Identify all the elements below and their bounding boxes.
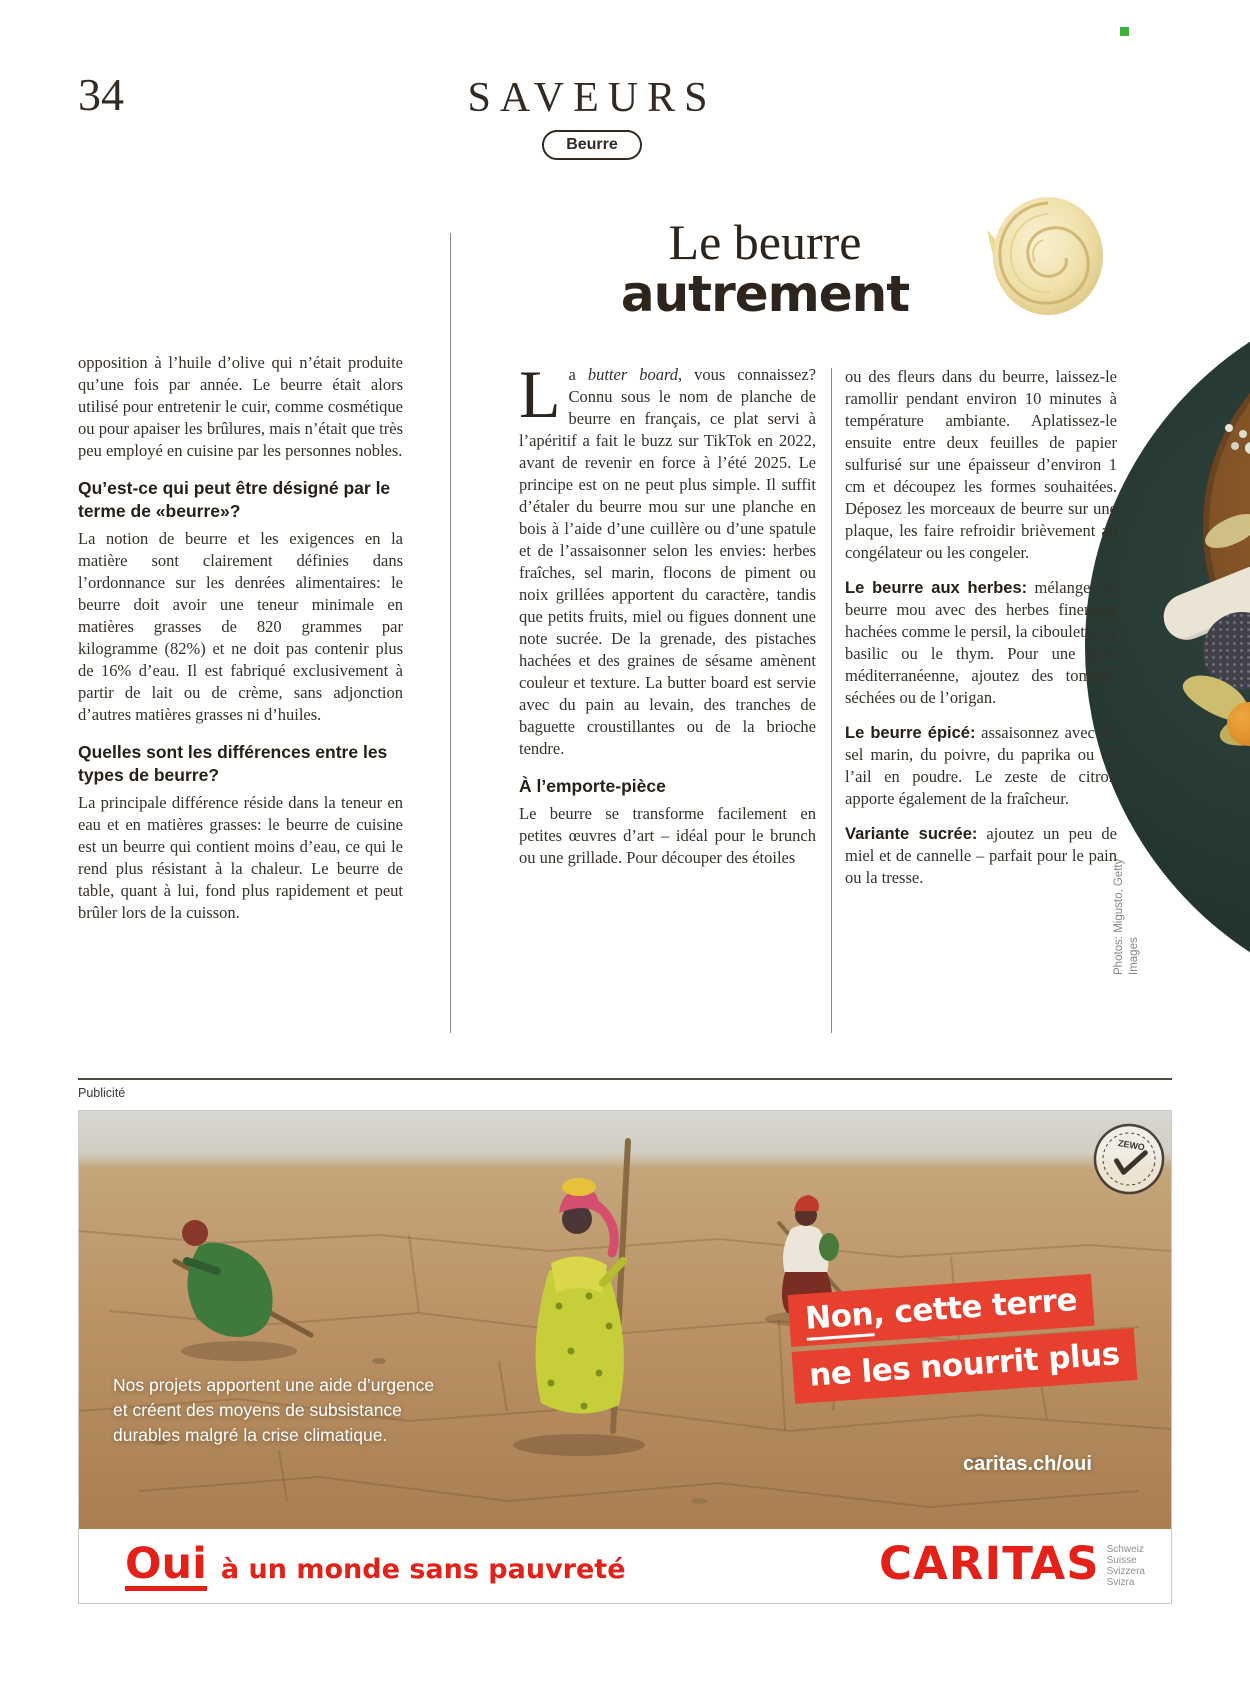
caritas-wordmark: CARITAS — [878, 1537, 1100, 1590]
slogan-rest: à un monde sans pauvreté — [220, 1554, 626, 1585]
paragraph — [845, 577, 1117, 709]
paragraph: opposition à l’huile d’olive qui n’était produite qu’une fois par année. Le beurre était alors utilisé pour entretenir le cuir, comme cosmétique ou pour apaiser les brûlures, mais n’était que très peu employé en cuisine par les personnes nobles. — [78, 353, 403, 460]
bold-lead-in: Le beurre aux herbes: — [845, 579, 1028, 597]
ad-slogan — [125, 1539, 626, 1591]
photo-credit-line1: Photos: Migusto, — [1113, 889, 1125, 975]
sub-heading: Qu’est-ce qui peut être désigné par le terme de «beurre»? — [78, 478, 391, 521]
claim-text: , cette terre — [871, 1281, 1079, 1333]
paragraph — [845, 823, 1117, 889]
paragraph-text: mélangez le beurre mou avec des herbes finement hachées comme le persil, la ciboulette, le basilic ou le thym. Pour une note méditerranéenne, ajoutez des tomates séchées ou de l’origan. — [845, 578, 1117, 707]
region-label: Svizzera — [1106, 1566, 1145, 1577]
article-column-1 — [78, 352, 403, 924]
headline-line2: autrement — [620, 265, 910, 323]
article-column-2 — [519, 356, 816, 869]
underlined-non: Non — [804, 1296, 874, 1341]
page-number: 34 — [78, 69, 124, 120]
drop-cap: L — [519, 356, 561, 432]
section-badge: Beurre — [542, 130, 642, 160]
zewo-seal-icon — [1090, 1120, 1169, 1199]
article-column-3 — [845, 366, 1117, 889]
paragraph-text: a — [568, 365, 588, 384]
ad-separator-rule — [78, 1078, 1172, 1080]
bold-lead-in: Variante sucrée: — [845, 825, 978, 843]
section-title: SAVEURS — [467, 75, 717, 121]
ad-label: Publicité — [78, 1086, 126, 1100]
svg-text:ZEWO: ZEWO — [1117, 1137, 1146, 1153]
paragraph-text: , vous connaissez? Connu sous le nom de planche de beurre en français, ce plat servi à l’apéritif a fait le buzz sur TikTok en 2022, avant de revenir en force à l’été 2025. Le principe est on ne peut plus simple. Il suffit d’étaler du beurre mou sur une planche en bois à l’aide d’une cuillère ou d’une spatule et de l’assaisonner selon les envies: herbes fraîches, sel marin, flocons de piment ou noix grillées apportent du caractère, tandis que petits fruits, miel ou figues donnent une note sucrée. De la grenade, des pistaches hachées et des graines de sésame amènent couleur et texture. La butter board est servie avec du pain au levain, des tranches de baguette croustillantes ou de la brioche tendre. — [519, 365, 816, 758]
paragraph-text: assaisonnez avec du sel marin, du poivre, du paprika ou de l’ail en poudre. Le zeste de citron apporte également de la fraîcheur. — [845, 723, 1117, 808]
farmer-center — [513, 1141, 645, 1456]
headline-line1: Le beurre — [668, 214, 862, 270]
ad-message-line: Nos projets apportent une aide d’urgence — [113, 1375, 435, 1395]
italic-term: butter board — [587, 365, 678, 384]
paragraph: ou des fleurs dans du beurre, laissez-le ramollir pendant environ 10 minutes à température ambiante. Aplatissez-le ensuite entre deux feuilles de papier sulfurisé sur une épaisseur d’environ 1 cm et découpez les formes souhaitées. Déposez les morceaux de beurre sur une plaque, les faire refroidir brièvement au congélateur ou les congeler. — [845, 367, 1117, 562]
flower-garnish — [1225, 424, 1233, 432]
region-label: Svizra — [1106, 1577, 1135, 1588]
green-marker — [1120, 27, 1129, 36]
photo-credit-line2: Getty Images — [1113, 858, 1140, 975]
region-label: Schweiz — [1106, 1544, 1144, 1555]
caritas-ad[interactable] — [78, 1110, 1172, 1604]
sub-heading: Quelles sont les différences entre les types de beurre? — [78, 742, 388, 785]
paragraph — [845, 722, 1117, 810]
ad-message-line: durables malgré la crise climatique. — [113, 1425, 388, 1445]
paragraph-with-dropcap — [519, 356, 816, 760]
column-divider-left — [450, 233, 451, 1033]
paragraph: La notion de beurre et les exigences en la matière sont clairement définies dans l’ordonnance sur les denrées alimentaires: le beurre doit avoir une teneur minimale en matières grasses de 820 grammes par kilogramme (82%) et ne doit pas contenir plus de 16% d’eau. Il est fabriqué exclusivement à partir de lait ou de crème, sans adjonction d’autres matières grasses ni d’huiles. — [78, 529, 403, 724]
ad-claim-line2: ne les nourrit plus — [792, 1328, 1138, 1404]
bold-lead-in: Le beurre épicé: — [845, 724, 976, 742]
ad-message-line: et créent des moyens de subsistance — [113, 1400, 402, 1420]
sub-heading: À l’emporte-pièce — [519, 776, 666, 796]
column-divider-right — [831, 368, 832, 1033]
ad-message — [113, 1373, 434, 1448]
ad-footer-band — [79, 1529, 1171, 1603]
paragraph-text: ajoutez un peu de miel et de cannelle – parfait pour le pain ou la tresse. — [845, 824, 1117, 887]
paragraph: La principale différence réside dans la teneur en eau et en matières grasses: le beurre de cuisine est un beurre qui contient moins d’eau, ce qui le rend plus résistant à la chaleur. Le beurre de table, quant à lui, fond plus rapidement et peut brûler lors de la cuisson. — [78, 793, 403, 922]
ad-url-link[interactable]: caritas.ch/oui — [963, 1453, 1092, 1475]
caritas-regions — [1107, 1541, 1145, 1588]
slogan-oui: Oui — [125, 1539, 207, 1589]
caritas-logo — [878, 1537, 1145, 1590]
butter-curl-image — [985, 190, 1107, 318]
paragraph: Le beurre se transforme facilement en petites œuvres d’art – idéal pour le brunch ou une grillade. Pour découper des étoiles — [519, 804, 816, 867]
region-label: Suisse — [1106, 1555, 1137, 1566]
ad-photo-desert — [79, 1111, 1171, 1531]
masthead — [392, 74, 792, 160]
